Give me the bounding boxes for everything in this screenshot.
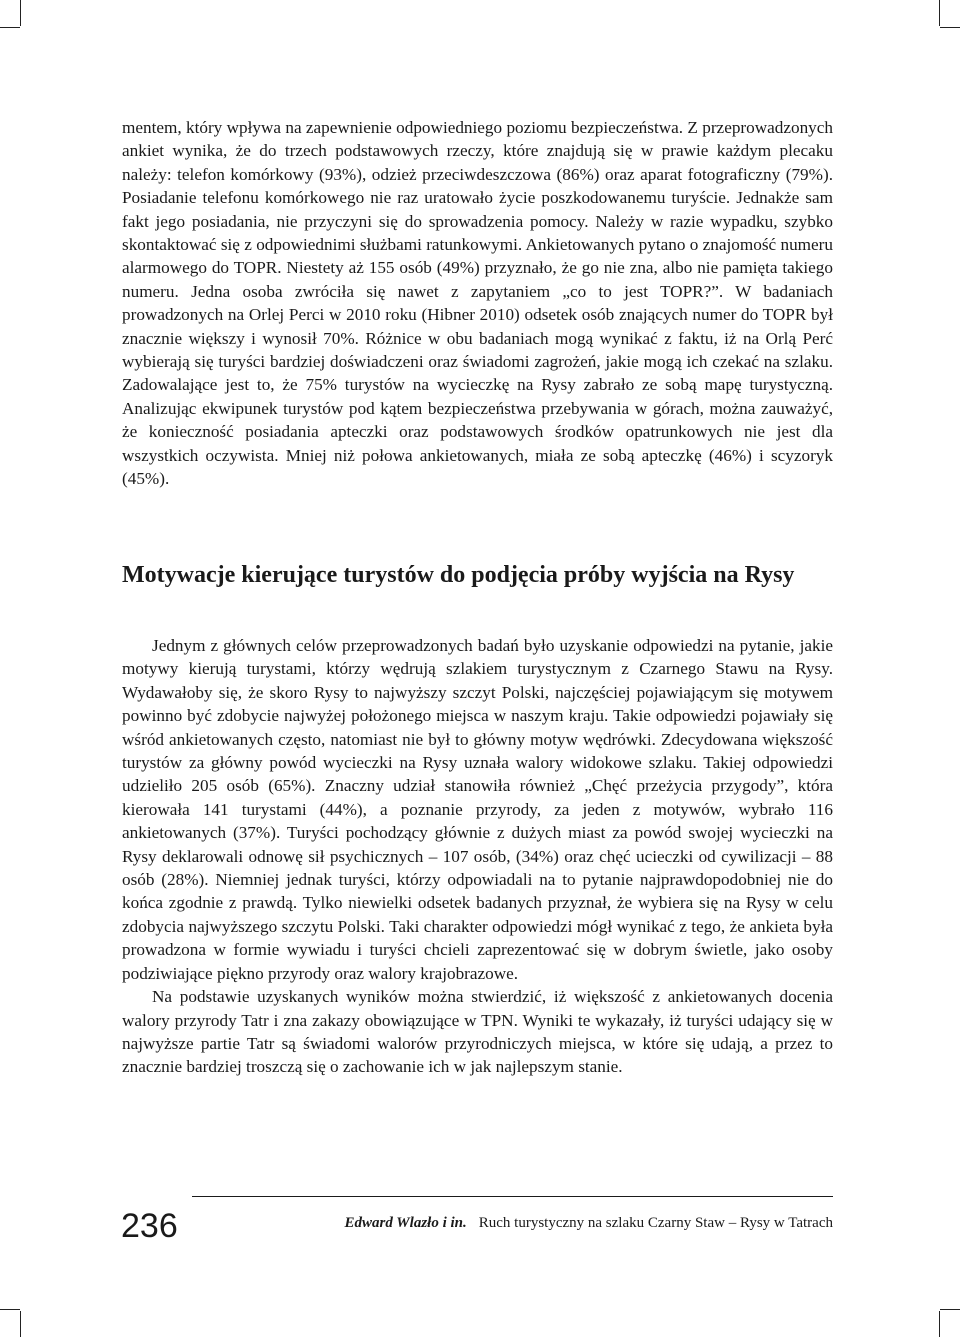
crop-mark-top-left bbox=[20, 0, 21, 26]
section-body bbox=[122, 634, 833, 1079]
footer-authors: Edward Wlazło i in. bbox=[344, 1215, 467, 1231]
crop-mark-bottom-left bbox=[20, 1311, 21, 1337]
crop-mark-top-right-h bbox=[940, 27, 960, 28]
crop-mark-top-right bbox=[939, 0, 940, 26]
paragraph-conclusion: Na podstawie uzyskanych wyników można stwierdzić, iż większość z ankietowanych docenia walory przyrody Tatr i zna zakazy obowiązujące w TPN. Wyniki te wykazały, iż turyści udający się w najwyższe partie Tatr są świadomi walorów przyrodniczych miejsca, w które się udają, a przez to znacznie bardziej troszczą się o zachowanie ich w jak najlepszym stanie. bbox=[122, 987, 833, 1077]
crop-mark-bottom-right-h bbox=[940, 1309, 960, 1310]
footer-rule bbox=[192, 1196, 833, 1197]
page-number: 236 bbox=[121, 1207, 178, 1245]
section-heading: Motywacje kierujące turystów do podjęcia próby wyjścia na Rysy bbox=[122, 562, 795, 588]
running-footer bbox=[344, 1213, 833, 1233]
paragraph-continuation: mentem, który wpływa na zapewnienie odpowiedniego poziomu bezpieczeństwa. Z przeprowadzonych ankiet wynika, że do trzech podstawowych rzeczy, które znajdują się w prawie każdym plecaku należy: telefon komórkowy (93%), odzież przeciwdeszczowa (86%) oraz aparat fotograficzny (79%). Posiadanie telefonu komórkowego nie raz uratowało życie poszkodowanemu turyście. Jednakże sam fakt jego posiadania, nie przyczyni się do sprowadzenia pomocy. Należy w razie wypadku, szybko skontaktować się z odpowiednimi służbami ratunkowymi. Ankietowanych pytano o znajomość numeru alarmowego do TOPR. Niestety aż 155 osób (49%) przyznało, że go nie zna, albo nie pamięta takiego numeru. Jedna osoba zwróciła się nawet z zapytaniem „co to jest TOPR?”. W badaniach prowadzonych na Orlej Perci w 2010 roku (Hibner 2010) odsetek osób znających numer do TOPR był znacznie większy i wynosił 70%. Różnice w obu badaniach mogą wynikać z faktu, iż na Orlą Perć wybierają się turyści bardziej doświadczeni oraz świadomi zagrożeń, jakie mogą ich czekać na szlaku. Zadowalające jest to, że 75% turystów na wycieczkę na Rysy zabrało ze sobą mapę turystyczną. Analizując ekwipunek turystów pod kątem bezpieczeństwa przebywania w górach, można zauważyć, że konieczność posiadania apteczki oraz podstawowych środków opatrunkowych nie jest dla wszystkich oczywista. Mniej niż połowa ankietowanych, miała ze sobą apteczkę (46%) i scyzoryk (45%). bbox=[122, 118, 833, 489]
paragraph-motives: Jednym z głównych celów przeprowadzonych badań było uzyskanie odpowiedzi na pytanie, jakie motywy kierują turystami, którzy wędrują szlakiem turystycznym z Czarnego Stawu na Rysy. Wydawałoby się, że skoro Rysy to najwyższy szczyt Polski, najczęściej pojawiającym się motywem powinno być zdobycie najwyżej położonego miejsca w naszym kraju. Takie odpowiedzi pojawiały się wśród ankietowanych często, natomiast nie był to główny motyw wędrówki. Zdecydowana większość turystów za główny powód wycieczki na Rysy uznała walory widokowe szlaku. Takiej odpowiedzi udzieliło 205 osób (65%). Znaczny udział stanowiła również „Chęć przeżycia przygody”, która kierowała 141 turystami (44%), a poznanie przyrody, za jeden z motywów, wybrało 116 ankietowanych (37%). Turyści pochodzący głównie z dużych miast za powód swojej wycieczki na Rysy deklarowali odnowę sił psychicznych – 107 osób, (34%) oraz chęć ucieczki od cywilizacji – 88 osób (28%). Niemniej jednak turyści, którzy odpowiadali na to pytanie najprawdopodobniej nie do końca zgodnie z prawdą. Tylko niewielki odsetek badanych przyznał, że wybiera się na Rysy w celu zdobycia najwyższego szczytu Polski. Taki charakter odpowiedzi mógł wynikać z tego, że ankieta była prowadzona w formie wywiadu i turyści chcieli zaprezentować się w dobrym świetle, jako osoby podziwiające piękno przyrody oraz walory krajobrazowe. bbox=[122, 636, 833, 983]
footer-title: Ruch turystyczny na szlaku Czarny Staw – Rysy w Tatrach bbox=[478, 1215, 833, 1231]
body-text-top bbox=[122, 116, 833, 491]
crop-mark-top-left-h bbox=[0, 27, 20, 28]
crop-mark-bottom-right bbox=[939, 1311, 940, 1337]
crop-mark-bottom-left-h bbox=[0, 1309, 20, 1310]
